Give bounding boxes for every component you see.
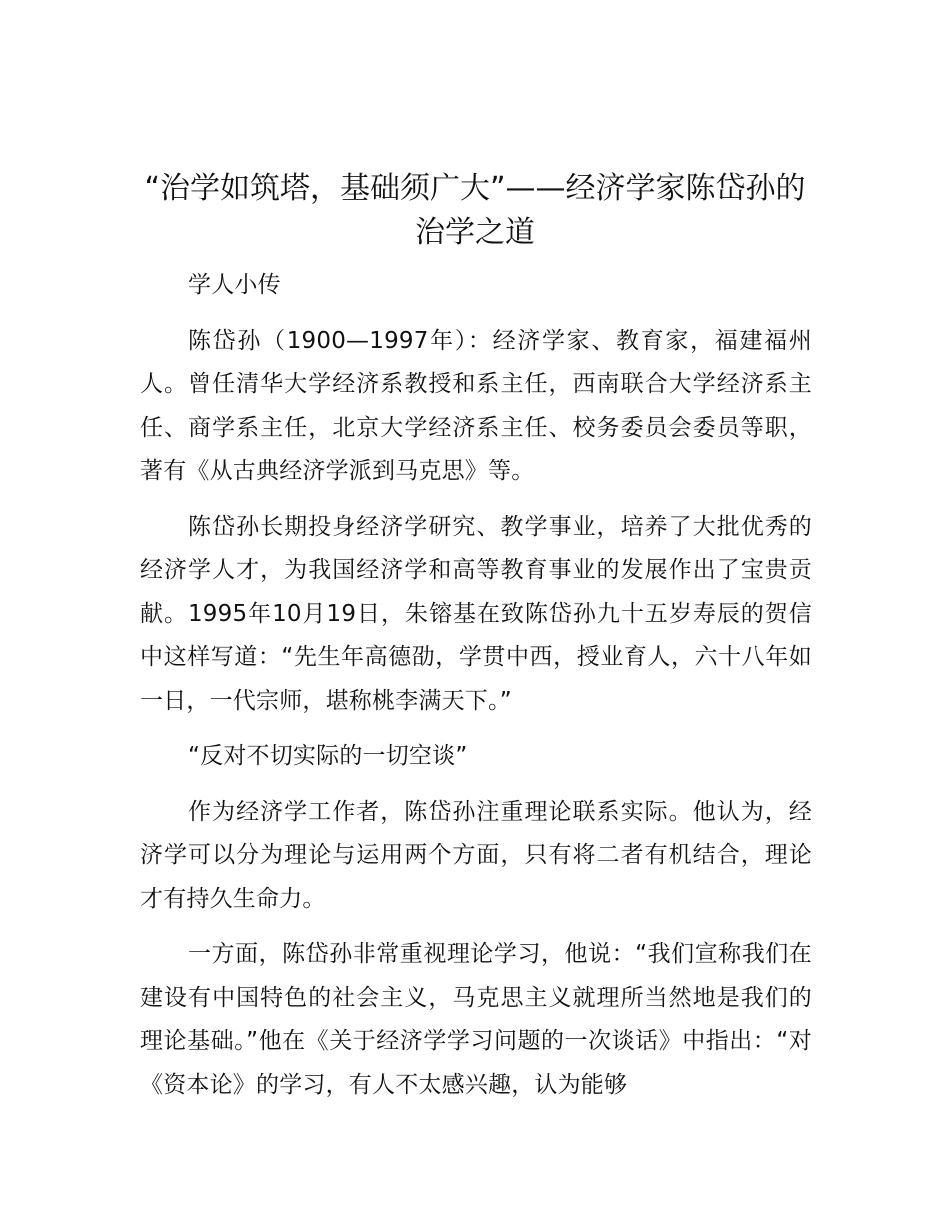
document-body (140, 264, 812, 1119)
paragraph-contribution: 陈岱孙长期投身经济学研究、教学事业，培养了大批优秀的经济学人才，为我国经济学和高等教育事业的发展作出了宝贵贡献。1995年10月19日，朱镕基在致陈岱孙九十五岁寿辰的贺信中这样写道：“先生年高德劭，学贯中西，授业育人，六十八年如一日，一代宗师，堪称桃李满天下。” (140, 513, 812, 714)
paragraph-theory-study: 一方面，陈岱孙非常重视理论学习，他说：“我们宣称我们在建设有中国特色的社会主义，马克思主义就理所当然地是我们的理论基础。”他在《关于经济学学习问题的一次谈话》中指出：“对《资本论》的学习，有人不太感兴趣，认为能够 (140, 941, 812, 1098)
section-heading-biography: 学人小传 (188, 272, 281, 298)
paragraph-biography: 陈岱孙（1900—1997年）：经济学家、教育家，福建福州人。曾任清华大学经济系教授和系主任，西南联合大学经济系主任、商学系主任，北京大学经济系主任、校务委员会委员等职，著有《从古典经济学派到马克思》等。 (140, 327, 812, 484)
paragraph-theory-practice: 作为经济学工作者，陈岱孙注重理论联系实际。他认为，经济学可以分为理论与运用两个方面，只有将二者有机结合，理论才有持久生命力。 (140, 798, 812, 912)
section-heading-practice: “反对不切实际的一切空谈” (188, 743, 468, 769)
document-title: “治学如筑塔，基础须广大”——经济学家陈岱孙的治学之道 (144, 171, 806, 250)
